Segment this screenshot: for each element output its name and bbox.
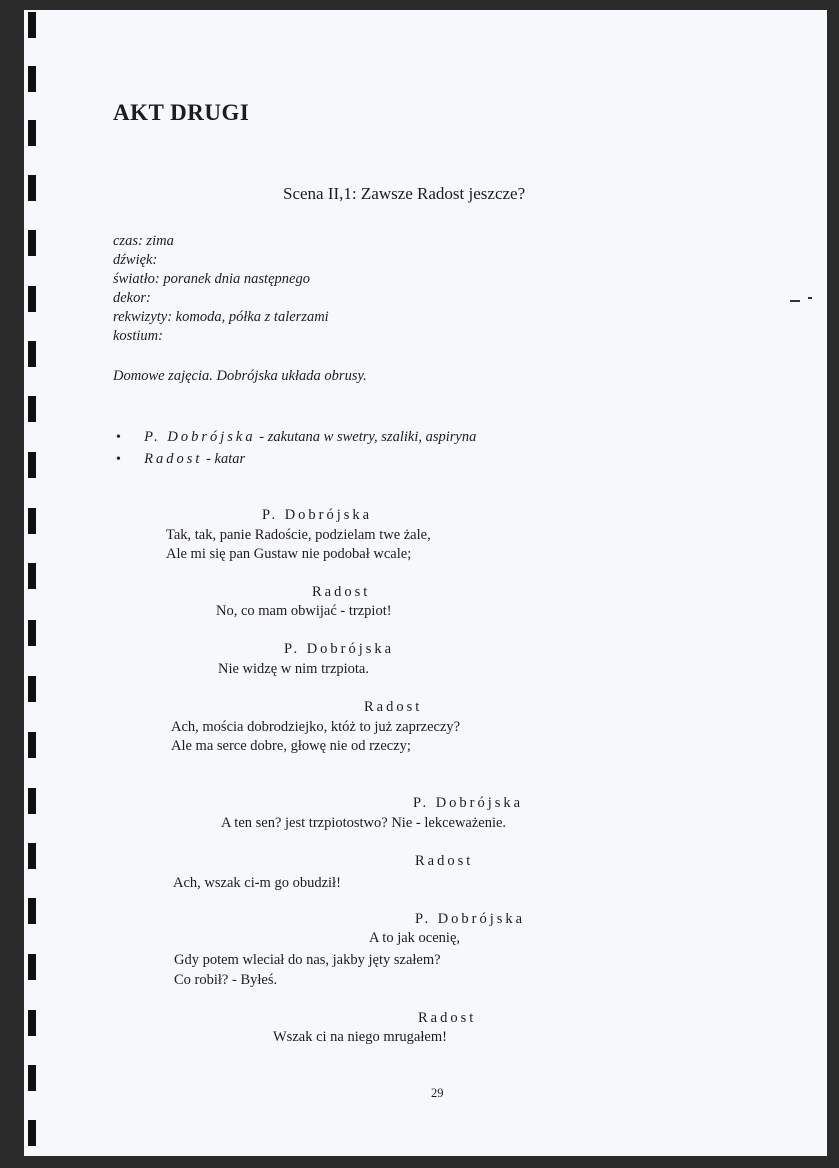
speaker-label: P. Dobrójska <box>284 641 395 657</box>
meta-light: światło: poranek dnia następnego <box>113 271 310 287</box>
dialogue-line: Nie widzę w nim trzpiota. <box>218 661 369 677</box>
page-number: 29 <box>431 1086 444 1100</box>
scan-mark <box>808 297 812 299</box>
dialogue-line: Gdy potem wleciał do nas, jakby jęty szałem? <box>174 952 441 968</box>
binder-hole <box>28 396 36 422</box>
dialogue-line: Wszak ci na niego mrugałem! <box>273 1029 447 1045</box>
dialogue-line: Ale mi się pan Gustaw nie podobał wcale; <box>166 546 412 562</box>
speaker-label: Radost <box>312 584 371 600</box>
stage-direction: Domowe zajęcia. Dobrójska układa obrusy. <box>113 368 367 384</box>
binder-hole <box>28 286 36 312</box>
dialogue-line: Ach, wszak ci-m go obudził! <box>173 875 341 891</box>
binder-hole <box>28 732 36 758</box>
dialogue-line: No, co mam obwijać - trzpiot! <box>216 603 392 619</box>
binder-hole <box>28 788 36 814</box>
binder-hole <box>28 563 36 589</box>
binder-hole <box>28 843 36 869</box>
dialogue-line: Ach, mościa dobrodziejko, któż to już zaprzeczy? <box>171 719 461 735</box>
binder-hole <box>28 620 36 646</box>
binder-hole <box>28 1010 36 1036</box>
speaker-label: Radost <box>415 853 474 869</box>
meta-time: czas: zima <box>113 233 174 249</box>
binder-hole <box>28 452 36 478</box>
dialogue-line: A ten sen? jest trzpiotostwo? Nie - lekceważenie. <box>221 815 507 831</box>
scene-heading: Scena II,1: Zawsze Radost jeszcze? <box>283 184 526 203</box>
scan-mark <box>790 300 800 302</box>
bullet-icon: • <box>116 452 121 467</box>
meta-costume: kostium: <box>113 328 163 344</box>
character-item <box>116 429 476 446</box>
speaker-label: Radost <box>418 1010 477 1026</box>
binder-hole <box>28 12 36 38</box>
dialogue-line: Ale ma serce dobre, głowę nie od rzeczy; <box>171 738 411 754</box>
character-desc: - zakutana w swetry, szaliki, aspiryna <box>259 429 477 445</box>
binder-hole <box>28 120 36 146</box>
binder-hole <box>28 508 36 534</box>
binder-hole <box>28 676 36 702</box>
binder-hole <box>28 230 36 256</box>
binder-hole <box>28 1120 36 1146</box>
character-name: Radost <box>144 451 203 467</box>
binder-hole <box>28 175 36 201</box>
speaker-label: P. Dobrójska <box>415 911 526 927</box>
speaker-label: P. Dobrójska <box>262 507 373 523</box>
character-desc: - katar <box>206 451 246 467</box>
binder-hole <box>28 341 36 367</box>
binder-hole <box>28 66 36 92</box>
meta-set: dekor: <box>113 290 151 306</box>
meta-sound: dźwięk: <box>113 252 158 268</box>
dialogue-line: A to jak ocenię, <box>369 930 461 946</box>
document-page <box>24 10 827 1156</box>
speaker-label: P. Dobrójska <box>413 795 524 811</box>
character-name: P. Dobrójska <box>144 429 256 445</box>
binder-hole <box>28 954 36 980</box>
binder-hole <box>28 898 36 924</box>
act-title: AKT DRUGI <box>113 100 250 125</box>
speaker-label: Radost <box>364 699 423 715</box>
meta-props: rekwizyty: komoda, półka z talerzami <box>113 309 329 325</box>
binder-hole <box>28 1065 36 1091</box>
character-item <box>116 451 245 468</box>
dialogue-line: Co robił? - Byłeś. <box>174 972 278 988</box>
bullet-icon: • <box>116 430 121 445</box>
dialogue-line: Tak, tak, panie Radoście, podzielam twe żale, <box>166 527 431 543</box>
